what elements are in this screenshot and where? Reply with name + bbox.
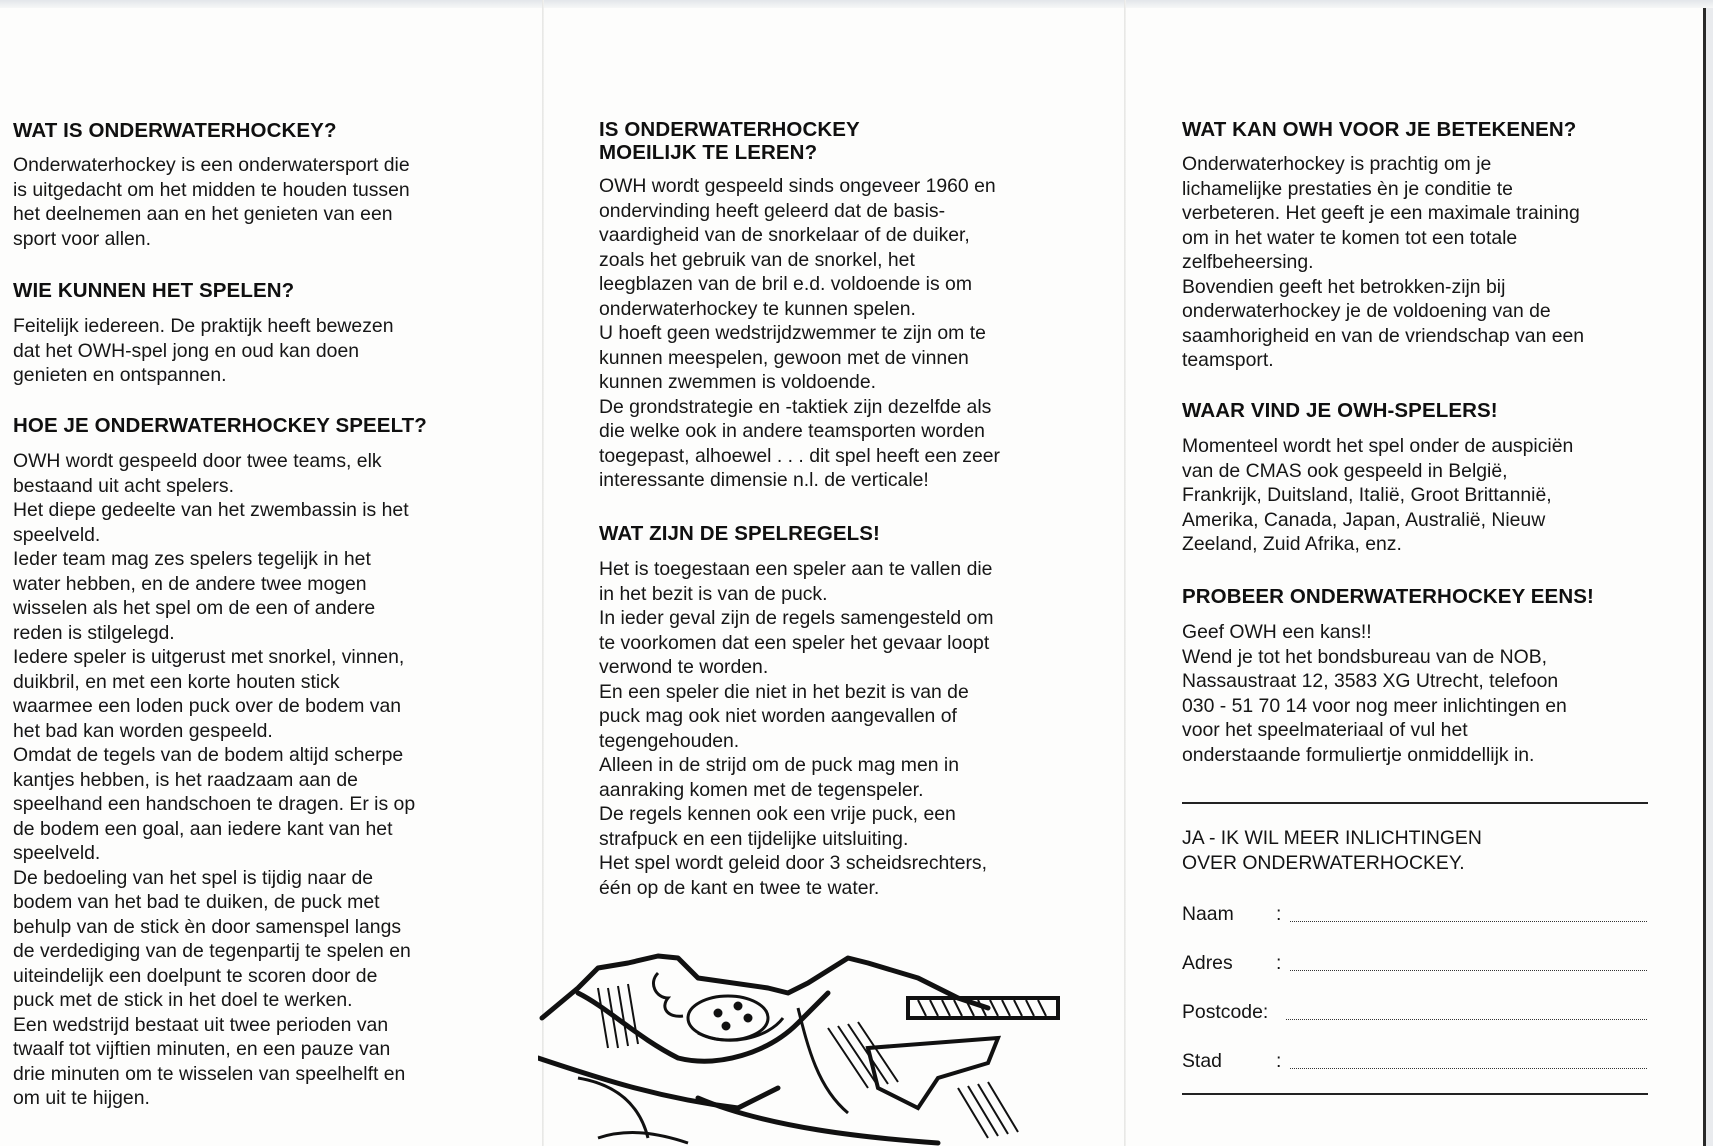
section-heading: HOE JE ONDERWATERHOCKEY SPEELT? bbox=[13, 414, 427, 437]
section-heading: WIE KUNNEN HET SPELEN? bbox=[13, 279, 295, 302]
section-waar-vind-je bbox=[1182, 399, 1573, 557]
section-spelregels bbox=[599, 522, 994, 900]
field-colon: : bbox=[1276, 952, 1282, 974]
field-colon: : bbox=[1276, 1050, 1282, 1072]
section-body: Momenteel wordt het spel onder de auspiciën van de CMAS ook gespeeld in België, Frankrijk, Duitsland, Italië, Groot Brittannië, Amerika, Canada, Japan, Australië, Nieuw Zeeland, Zuid Afrika, enz. bbox=[1182, 435, 1574, 555]
section-wat-kan-owh bbox=[1182, 118, 1584, 373]
section-heading: WAT ZIJN DE SPELREGELS! bbox=[599, 522, 880, 545]
field-label: Adres bbox=[1182, 952, 1233, 974]
form-title: JA - IK WIL MEER INLICHTINGEN OVER ONDERWATERHOCKEY. bbox=[1182, 827, 1482, 874]
field-colon: : bbox=[1276, 903, 1282, 925]
section-body: OWH wordt gespeeld sinds ongeveer 1960 en ondervinding heeft geleerd dat de basis- vaardigheid van de snorkelaar of de duiker, zoals het gebruik van de snorkel, het leegblazen van de bril e.d. voldoende is om onderwaterhockey te kunnen spelen. U hoeft geen wedstrijdzwemmer te zijn om te kunnen meespelen, gewoon met de vinnen kunnen zwemmen is voldoende. De grondstrategie en -taktiek zijn dezelfde als die welke ook in andere teamsporten worden toegepast, alhoewel . . . dit spel heeft een zeer interessante dimensie n.l. de verticale! bbox=[599, 175, 1001, 491]
form-top-divider bbox=[1182, 802, 1648, 804]
form-field-adres[interactable] bbox=[1182, 949, 1647, 975]
form-field-postcode[interactable] bbox=[1182, 998, 1647, 1024]
diver-illustration-icon bbox=[538, 938, 1118, 1146]
stad-input[interactable] bbox=[1290, 1050, 1647, 1069]
form-field-naam[interactable] bbox=[1182, 900, 1647, 926]
naam-input[interactable] bbox=[1290, 903, 1647, 922]
field-label: Postcode: bbox=[1182, 1001, 1269, 1023]
field-label: Stad bbox=[1182, 1050, 1222, 1072]
section-heading: WAT IS ONDERWATERHOCKEY? bbox=[13, 119, 337, 142]
section-body: Onderwaterhockey is prachtig om je lichamelijke prestaties èn je conditie te verbeteren. Het geeft je een maximale training om in het water te komen tot een totale zelfbeheersing. Bovendien geeft het betrokken-zijn bij onderwaterhockey je de voldoening van de saamhorigheid en van de vriendschap van een teamsport. bbox=[1182, 153, 1585, 371]
fold-line-right bbox=[1124, 0, 1126, 1146]
section-heading: IS ONDERWATERHOCKEY MOEILIJK TE LEREN? bbox=[599, 118, 860, 164]
section-moeilijk-te-leren bbox=[599, 118, 1000, 493]
section-hoe-speelt bbox=[13, 414, 427, 1111]
section-heading: PROBEER ONDERWATERHOCKEY EENS! bbox=[1182, 585, 1594, 608]
field-label: Naam bbox=[1182, 903, 1234, 925]
section-body: Onderwaterhockey is een onderwatersport die is uitgedacht om het midden te houden tussen het deelnemen aan en het genieten van een sport voor allen. bbox=[13, 154, 410, 250]
section-probeer bbox=[1182, 585, 1594, 767]
scan-top-edge bbox=[0, 0, 1713, 8]
section-body: OWH wordt gespeeld door twee teams, elk bestaand uit acht spelers. Het diepe gedeelte van het zwembassin is het speelveld. Ieder team mag zes spelers tegelijk in het water hebben, en de andere twee mogen wisselen als het spel om de een of andere reden is stilgelegd. Iedere speler is uitgerust met snorkel, vinnen, duikbril, en met een korte houten stick waarmee een loden puck over de bodem van het bad kan worden gespeeld. Omdat de tegels van de bodem altijd scherpe kantjes hebben, is het raadzaam aan de speelhand een handschoen te dragen. Er is op de bodem een goal, aan iedere kant van het speelveld. De bedoeling van het spel is tijdig naar de bodem van het bad te duiken, de puck met behulp van de stick èn door samenspel langs de verdediging van de tegenpartij te spelen en uiteindelijk een doelpunt te scoren door de puck met de stick in het doel te werken. Een wedstrijd bestaat uit twee perioden van twaalf tot vijftien minuten, en een pauze van drie minuten om te wisselen van speelhelft en om uit te hijgen. bbox=[13, 450, 416, 1109]
postcode-input[interactable] bbox=[1286, 1001, 1647, 1020]
form-field-stad[interactable] bbox=[1182, 1047, 1647, 1073]
section-body: Feitelijk iedereen. De praktijk heeft bewezen dat het OWH-spel jong en oud kan doen genieten en ontspannen. bbox=[13, 315, 394, 386]
adres-input[interactable] bbox=[1290, 952, 1647, 971]
section-body: Het is toegestaan een speler aan te vallen die in het bezit is van de puck. In ieder geval zijn de regels samengesteld om te voorkomen dat een speler het gevaar loopt verwond te worden. En een speler die niet in het bezit is van de puck mag ook niet worden aangevallen of tegengehouden. Alleen in de strijd om de puck mag men in aanraking komen met de tegenspeler. De regels kennen ook een vrije puck, een strafpuck en een tijdelijke uitsluiting. Het spel wordt geleid door 3 scheidsrechters, één op de kant en twee te water. bbox=[599, 558, 994, 899]
section-heading: WAT KAN OWH VOOR JE BETEKENEN? bbox=[1182, 118, 1577, 141]
section-wat-is-owh bbox=[13, 119, 410, 251]
section-heading: WAAR VIND JE OWH-SPELERS! bbox=[1182, 399, 1498, 422]
form-bottom-divider bbox=[1182, 1093, 1648, 1095]
section-wie-kunnen bbox=[13, 279, 393, 388]
section-body: Geef OWH een kans!! Wend je tot het bondsbureau van de NOB, Nassaustraat 12, 3583 XG Utrecht, telefoon 030 - 51 70 14 voor nog meer inlichtingen en voor het speelmateriaal of vul het onderstaande formuliertje onmiddellijk in. bbox=[1182, 621, 1567, 766]
